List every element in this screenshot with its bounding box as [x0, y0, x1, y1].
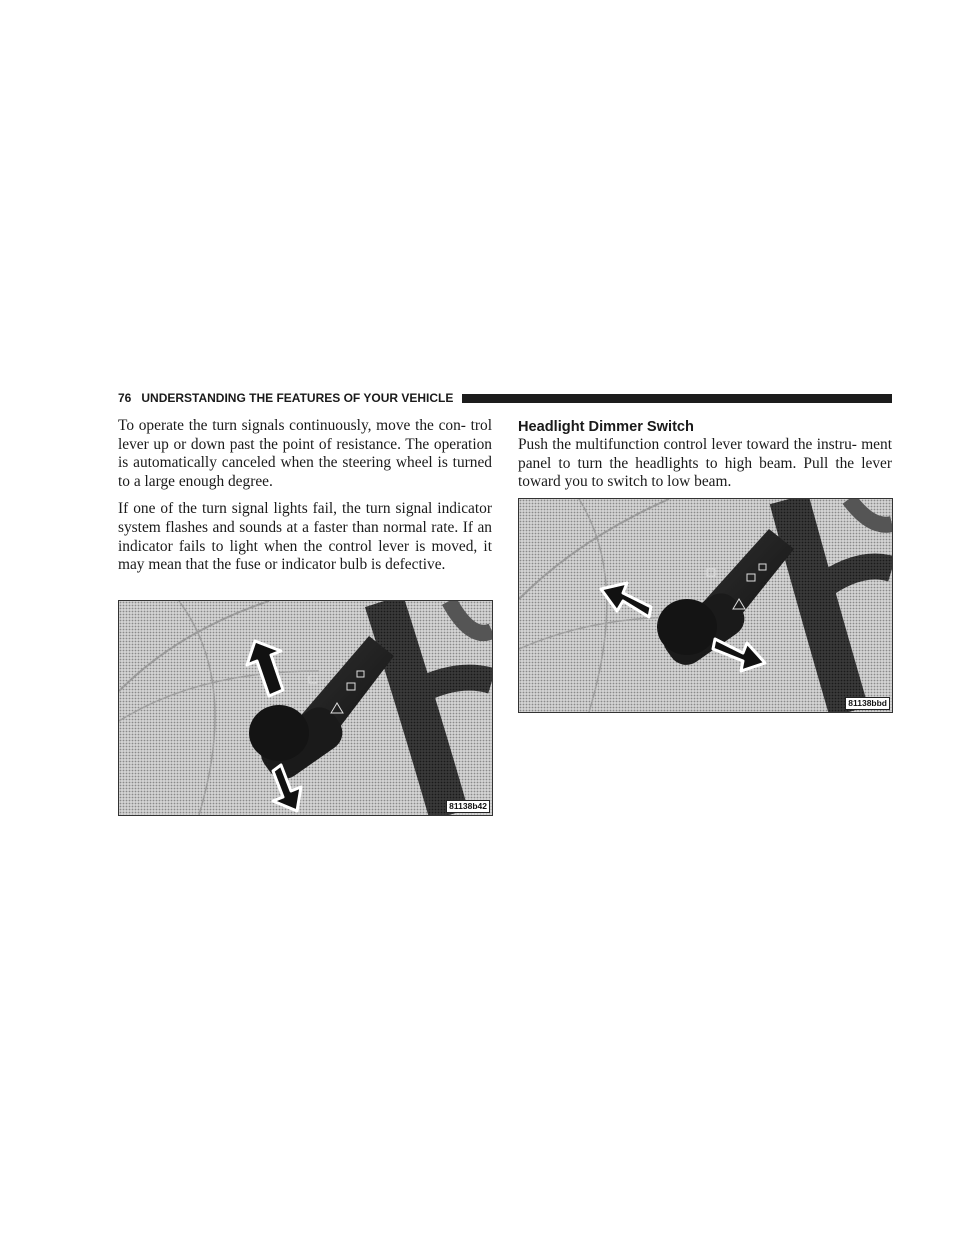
paragraph-signal-failure: If one of the turn signal lights fail, the turn signal indicator system flashes and sounds at a faster than normal rate. If an indicator fails to light when the control lever is moved, it may mean that the fuse or indicator bulb is defective. [118, 500, 492, 574]
heading-headlight-dimmer: Headlight Dimmer Switch [518, 419, 694, 435]
right-column [518, 417, 892, 492]
section-title: UNDERSTANDING THE FEATURES OF YOUR VEHICLE [141, 391, 454, 405]
header-rule [462, 394, 892, 403]
page-header [118, 389, 892, 407]
figure-code-right: 81138bbd [845, 697, 890, 710]
dimmer-switch-illustration [519, 499, 892, 712]
page-number: 76 [118, 391, 132, 405]
figure-headlight-dimmer [518, 498, 893, 713]
figure-code-left: 81138b42 [446, 800, 490, 813]
paragraph-dimmer: Push the multifunction control lever toward the instru- ment panel to turn the headlights to high beam. Pull the lever toward you to switch to low beam. [518, 436, 892, 491]
figure-turn-signal-lever [118, 600, 493, 816]
paragraph-continuous-signal: To operate the turn signals continuously, move the con- trol lever up or down past the point of resistance. The operation is automatically canceled when the steering wheel is turned to a large enough degree. [118, 417, 492, 490]
turn-signal-illustration [119, 601, 492, 815]
left-column [118, 417, 492, 575]
